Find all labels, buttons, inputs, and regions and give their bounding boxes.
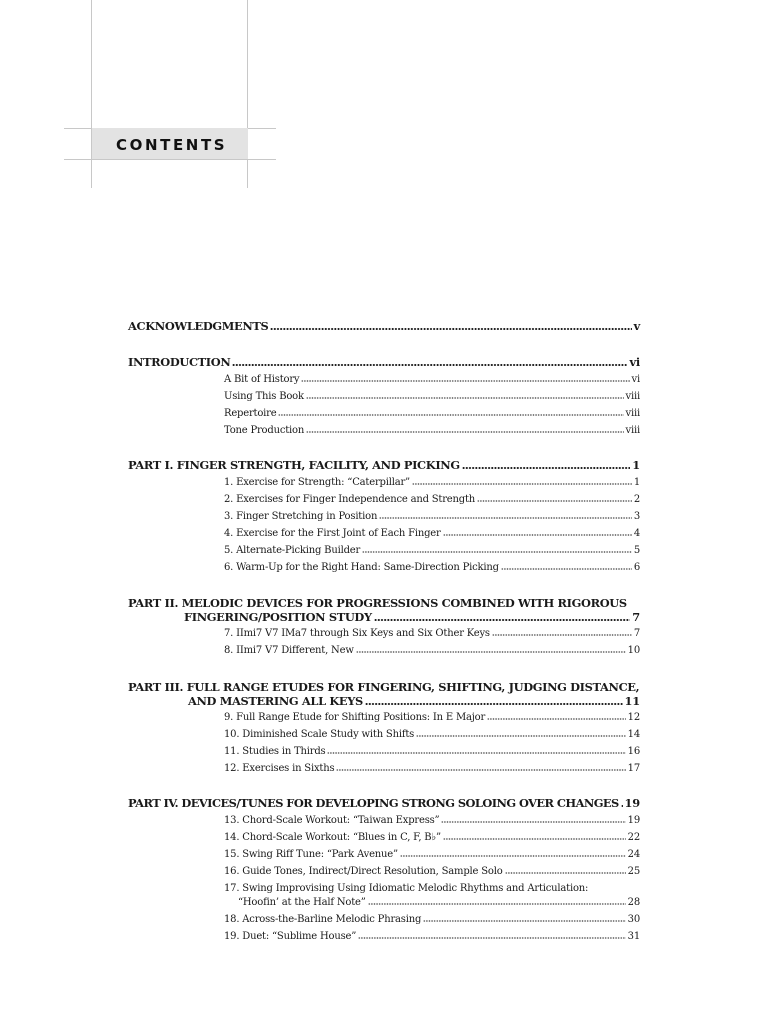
toc-page-number: 7 (633, 628, 640, 639)
dot-leader (278, 414, 623, 416)
toc-page-number: viii (625, 408, 640, 419)
dot-leader (336, 769, 625, 771)
toc-subentry[interactable] (224, 914, 640, 925)
toc-subentry[interactable] (224, 645, 640, 656)
toc-entry-label: INTRODUCTION (128, 355, 231, 369)
toc-subentry[interactable] (224, 425, 640, 436)
toc-page-number: 14 (627, 729, 640, 740)
dot-leader (232, 364, 627, 366)
toc-entry-label: 12. Exercises in Sixths (224, 763, 335, 774)
toc-subentry[interactable] (224, 815, 640, 826)
toc-entry-label: 9. Full Range Etude for Shifting Positions: In E Major (224, 712, 486, 723)
toc-entry-introduction[interactable] (128, 355, 640, 369)
toc-entry-part-2[interactable] (184, 610, 640, 624)
page-title: CONTENTS (116, 136, 228, 154)
dot-leader (374, 619, 631, 621)
dot-leader (501, 568, 632, 570)
toc-entry-label: 16. Guide Tones, Indirect/Direct Resolution, Sample Solo (224, 866, 503, 877)
toc-entry-part-3-line1[interactable]: PART III. FULL RANGE ETUDES FOR FINGERING, SHIFTING, JUDGING DISTANCE, (128, 680, 640, 694)
toc-subentry[interactable] (224, 712, 640, 723)
dot-leader (441, 821, 625, 823)
dot-leader (621, 805, 623, 807)
toc-entry-label: Repertoire (224, 408, 277, 419)
toc-entry-label: 10. Diminished Scale Study with Shifts (224, 729, 415, 740)
toc-subentry[interactable] (224, 562, 640, 573)
toc-subentry[interactable] (224, 628, 640, 639)
toc-entry-label: 7. IImi7 V7 IMa7 through Six Keys and Six Other Keys (224, 628, 490, 639)
dot-leader (443, 534, 632, 536)
toc-entry-label: 13. Chord-Scale Workout: “Taiwan Express” (224, 815, 440, 826)
toc-entry-label: PART I. FINGER STRENGTH, FACILITY, AND PICKING (128, 458, 460, 472)
toc-subentry[interactable] (224, 494, 640, 505)
toc-subentry[interactable] (224, 746, 640, 757)
toc-page-number: 25 (627, 866, 640, 877)
toc-entry-label: 15. Swing Riff Tune: “Park Avenue” (224, 849, 398, 860)
toc-page-number: vi (631, 374, 640, 385)
toc-page-number: viii (625, 391, 640, 402)
toc-page-number: v (633, 319, 640, 333)
toc-subentry[interactable] (224, 931, 640, 942)
toc-entry-label: 6. Warm-Up for the Right Hand: Same-Direction Picking (224, 562, 499, 573)
toc-entry-label: 19. Duet: “Sublime House” (224, 931, 357, 942)
toc-page-number: 6 (633, 562, 640, 573)
toc-subentry[interactable] (238, 897, 640, 908)
toc-page-number: 11 (624, 694, 640, 708)
toc-entry-label: 14. Chord-Scale Workout: “Blues in C, F, B♭” (224, 832, 441, 843)
toc-page-number: 3 (633, 511, 640, 522)
toc-page-number: 24 (627, 849, 640, 860)
toc-page-number: 5 (633, 545, 640, 556)
toc-entry-part-4[interactable] (128, 796, 640, 810)
toc-page-number: 4 (633, 528, 640, 539)
toc-page-number: 19 (624, 796, 640, 810)
toc-page-number: 30 (627, 914, 640, 925)
dot-leader (379, 517, 632, 519)
toc-page-number: 1 (632, 458, 640, 472)
toc-page-number: viii (625, 425, 640, 436)
dot-leader (400, 855, 626, 857)
toc-entry-label: 18. Across-the-Barline Melodic Phrasing (224, 914, 422, 925)
dot-leader (306, 397, 624, 399)
dot-leader (505, 872, 626, 874)
dot-leader (462, 467, 631, 469)
toc-entry-label: 8. IImi7 V7 Different, New (224, 645, 354, 656)
toc-entry-label: A Bit of History (224, 374, 300, 385)
dot-leader (423, 920, 626, 922)
toc-subentry[interactable] (224, 477, 640, 488)
toc-subentry[interactable] (224, 832, 640, 843)
toc-subentry[interactable] (224, 391, 640, 402)
toc-subentry-line1[interactable]: 17. Swing Improvising Using Idiomatic Melodic Rhythms and Articulation: (224, 883, 589, 894)
toc-page-number: 2 (633, 494, 640, 505)
toc-page-number: 31 (627, 931, 640, 942)
toc-subentry[interactable] (224, 866, 640, 877)
dot-leader (358, 937, 626, 939)
toc-subentry[interactable] (224, 729, 640, 740)
toc-subentry[interactable] (224, 511, 640, 522)
toc-subentry[interactable] (224, 528, 640, 539)
toc-page-number: 28 (627, 897, 640, 908)
toc-page-number: 17 (627, 763, 640, 774)
toc-entry-part-1[interactable] (128, 458, 640, 472)
dot-leader (327, 752, 625, 754)
toc-entry-label: “Hoofin’ at the Half Note” (238, 897, 366, 908)
toc-page-number: 7 (632, 610, 640, 624)
toc-entry-part-3[interactable] (184, 694, 640, 708)
dot-leader (443, 838, 626, 840)
toc-page-number: 1 (633, 477, 640, 488)
dot-leader (365, 703, 623, 705)
toc-entry-label: AND MASTERING ALL KEYS (188, 694, 363, 708)
toc-entry-label: PART IV. DEVICES/TUNES FOR DEVELOPING STRONG SOLOING OVER CHANGES (128, 796, 619, 810)
toc-page-number: 16 (627, 746, 640, 757)
dot-leader (270, 328, 631, 330)
dot-leader (412, 483, 632, 485)
dot-leader (416, 735, 626, 737)
dot-leader (362, 551, 632, 553)
toc-subentry[interactable] (224, 374, 640, 385)
toc-entry-label: 11. Studies in Thirds (224, 746, 326, 757)
dot-leader (356, 651, 626, 653)
dot-leader (492, 634, 632, 636)
toc-entry-part-2-line1[interactable]: PART II. MELODIC DEVICES FOR PROGRESSIONS COMBINED WITH RIGOROUS (128, 596, 627, 610)
toc-entry-label: ACKNOWLEDGMENTS (128, 319, 269, 333)
toc-page-number: 22 (627, 832, 640, 843)
toc-page-number: 10 (627, 645, 640, 656)
toc-page-number: 12 (627, 712, 640, 723)
toc-entry-label: 5. Alternate-Picking Builder (224, 545, 361, 556)
toc-entry-label: FINGERING/POSITION STUDY (184, 610, 372, 624)
toc-page-number: 19 (627, 815, 640, 826)
dot-leader (306, 431, 623, 433)
dot-leader (301, 380, 629, 382)
dot-leader (477, 500, 632, 502)
toc-subentry[interactable] (224, 763, 640, 774)
toc-entry-label: Using This Book (224, 391, 304, 402)
toc-subentry[interactable] (224, 408, 640, 419)
toc-entry-acknowledgments[interactable] (128, 319, 640, 333)
toc-subentry[interactable] (224, 849, 640, 860)
toc-entry-label: Tone Production (224, 425, 305, 436)
frame-line-bottom (64, 159, 276, 160)
dot-leader (368, 903, 626, 905)
toc-page-number: vi (629, 355, 640, 369)
toc-entry-label: 1. Exercise for Strength: “Caterpillar” (224, 477, 410, 488)
toc-entry-label: 4. Exercise for the First Joint of Each Finger (224, 528, 441, 539)
toc-entry-label: 3. Finger Stretching in Position (224, 511, 378, 522)
dot-leader (487, 718, 626, 720)
toc-entry-label: 2. Exercises for Finger Independence and Strength (224, 494, 476, 505)
toc-subentry[interactable] (224, 545, 640, 556)
